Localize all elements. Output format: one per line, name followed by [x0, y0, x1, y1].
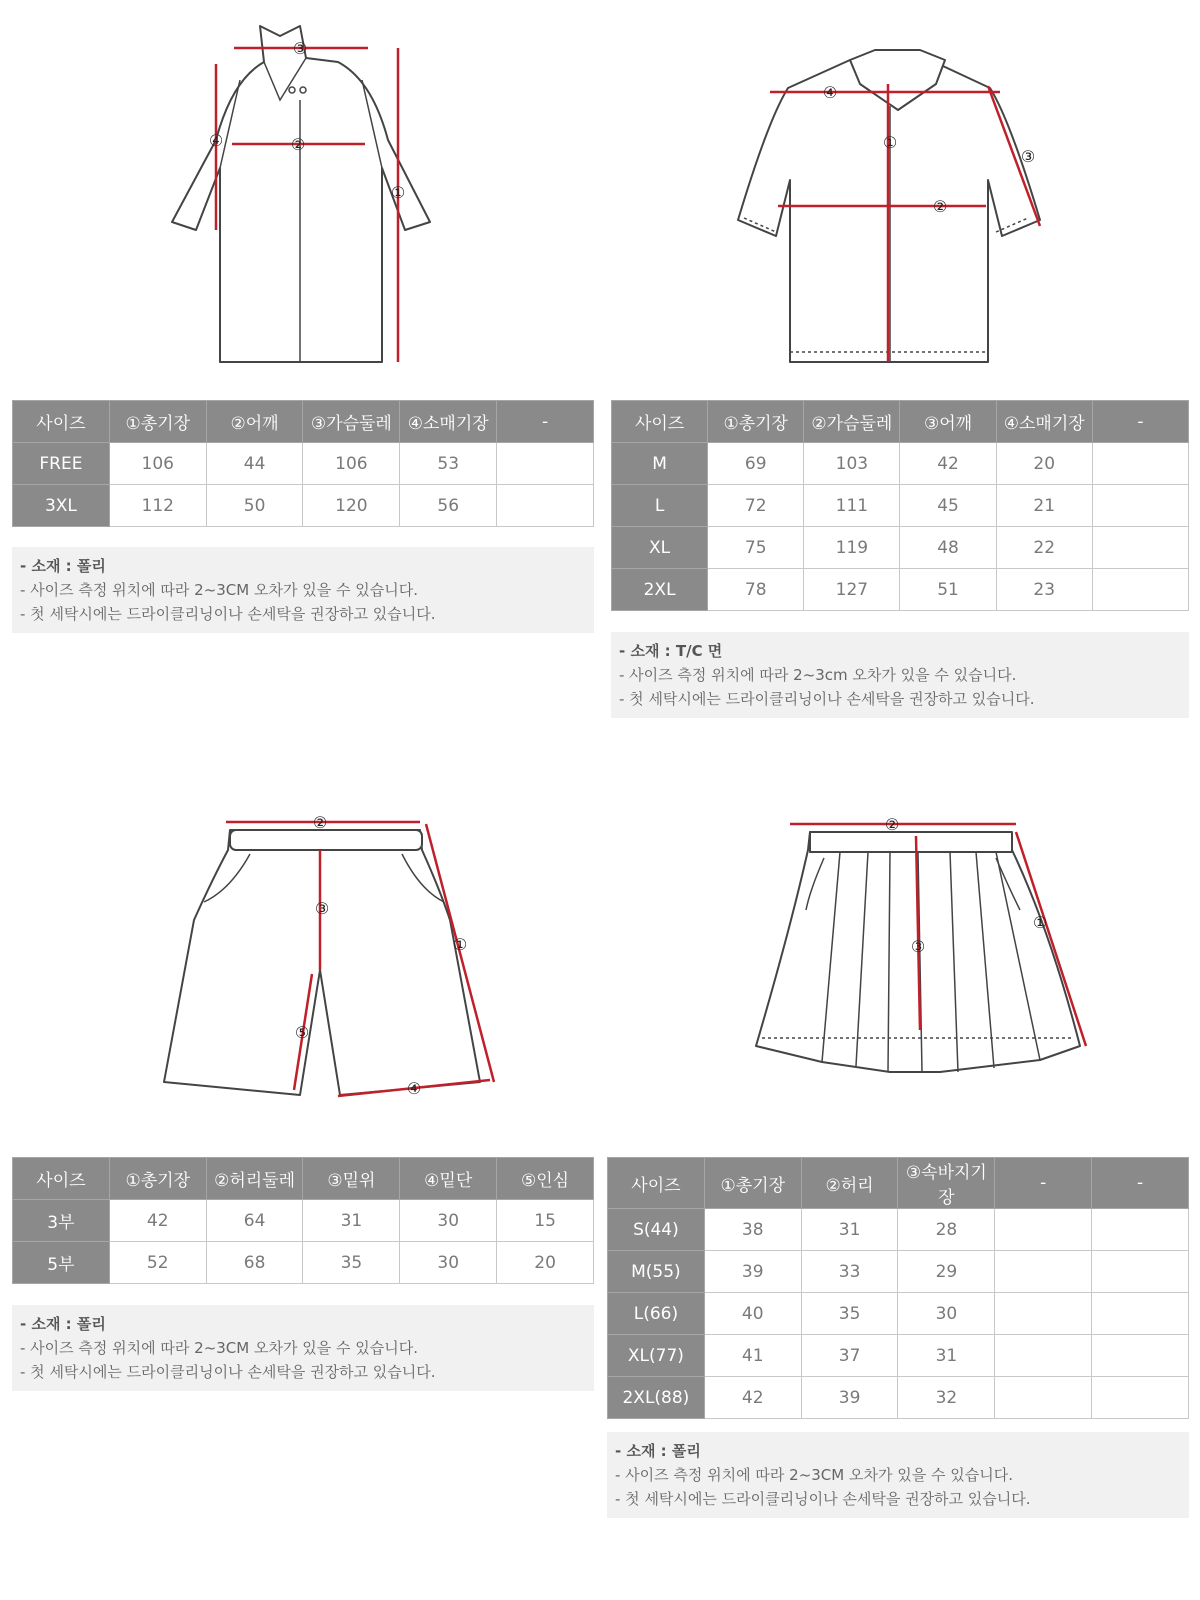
table-cell: 39 — [801, 1377, 898, 1419]
table-cell: 28 — [898, 1209, 995, 1251]
table-cell: 42 — [109, 1200, 206, 1242]
table-cell — [1092, 1377, 1189, 1419]
table-cell: 38 — [704, 1209, 801, 1251]
size-label: 2XL(88) — [608, 1377, 705, 1419]
table-row — [13, 443, 594, 485]
table-cell — [1092, 1293, 1189, 1335]
table-cell: 39 — [704, 1251, 801, 1293]
header-cell: - — [497, 401, 594, 443]
size-table-dress — [12, 400, 594, 527]
table-cell — [995, 1377, 1092, 1419]
care-notes-skirt — [607, 1432, 1189, 1518]
table-cell: 20 — [996, 443, 1092, 485]
marker-1: ① — [882, 133, 898, 152]
table-row — [608, 1293, 1189, 1335]
material-text: - 소재 : T/C 면 — [619, 642, 723, 660]
size-label: FREE — [13, 443, 110, 485]
table-cell: 111 — [804, 485, 900, 527]
note-line: - 첫 세탁시에는 드라이클리닝이나 손세탁을 권장하고 있습니다. — [20, 1363, 436, 1381]
table-cell: 32 — [898, 1377, 995, 1419]
header-cell: ②허리둘레 — [206, 1158, 303, 1200]
note-line: - 첫 세탁시에는 드라이클리닝이나 손세탁을 권장하고 있습니다. — [20, 605, 436, 623]
table-cell: 64 — [206, 1200, 303, 1242]
table-cell — [995, 1251, 1092, 1293]
header-cell: ①총기장 — [708, 401, 804, 443]
table-cell: 35 — [303, 1242, 400, 1284]
header-cell: ②가슴둘레 — [804, 401, 900, 443]
table-row — [13, 1200, 594, 1242]
marker-1: ① — [390, 183, 406, 202]
size-label: XL(77) — [608, 1335, 705, 1377]
table-header-row — [612, 401, 1189, 443]
table-header-row — [13, 401, 594, 443]
table-row — [612, 527, 1189, 569]
marker-2: ② — [312, 813, 328, 832]
table-row — [608, 1251, 1189, 1293]
note-line: - 사이즈 측정 위치에 따라 2~3CM 오차가 있을 수 있습니다. — [20, 581, 418, 599]
table-cell: 42 — [900, 443, 996, 485]
table-cell — [1092, 485, 1188, 527]
table-cell: 69 — [708, 443, 804, 485]
table-row — [612, 443, 1189, 485]
table-cell: 37 — [801, 1335, 898, 1377]
table-cell — [995, 1293, 1092, 1335]
header-cell: 사이즈 — [13, 401, 110, 443]
table-cell: 22 — [996, 527, 1092, 569]
table-cell: 40 — [704, 1293, 801, 1335]
table-cell: 31 — [801, 1209, 898, 1251]
table-cell: 44 — [206, 443, 303, 485]
table-cell: 103 — [804, 443, 900, 485]
table-row — [608, 1209, 1189, 1251]
size-label: L — [612, 485, 708, 527]
header-cell: ⑤인심 — [497, 1158, 594, 1200]
table-cell: 106 — [303, 443, 400, 485]
header-cell: ②허리 — [801, 1158, 898, 1209]
table-cell: 29 — [898, 1251, 995, 1293]
table-cell — [995, 1209, 1092, 1251]
table-cell: 21 — [996, 485, 1092, 527]
table-cell: 51 — [900, 569, 996, 611]
header-cell: - — [1092, 1158, 1189, 1209]
table-row — [13, 1242, 594, 1284]
table-row — [608, 1335, 1189, 1377]
table-cell — [1092, 1251, 1189, 1293]
marker-4: ④ — [406, 1079, 422, 1098]
table-row — [608, 1377, 1189, 1419]
size-label: 2XL — [612, 569, 708, 611]
table-cell: 53 — [400, 443, 497, 485]
table-cell — [1092, 569, 1188, 611]
marker-3: ③ — [314, 899, 330, 918]
marker-2: ② — [290, 135, 306, 154]
header-cell: ③어깨 — [900, 401, 996, 443]
size-label: S(44) — [608, 1209, 705, 1251]
table-row — [612, 485, 1189, 527]
note-line: - 사이즈 측정 위치에 따라 2~3CM 오차가 있을 수 있습니다. — [20, 1339, 418, 1357]
size-label: 5부 — [13, 1242, 110, 1284]
care-notes-dress — [12, 547, 594, 633]
table-cell: 112 — [109, 485, 206, 527]
table-cell: 72 — [708, 485, 804, 527]
table-row — [612, 569, 1189, 611]
table-cell: 106 — [109, 443, 206, 485]
size-label: 3부 — [13, 1200, 110, 1242]
size-table-shorts — [12, 1157, 594, 1284]
table-cell — [1092, 1209, 1189, 1251]
header-cell: 사이즈 — [612, 401, 708, 443]
table-cell — [497, 443, 594, 485]
marker-4: ④ — [822, 83, 838, 102]
table-cell: 33 — [801, 1251, 898, 1293]
care-notes-shirt — [611, 632, 1189, 718]
marker-5: ⑤ — [294, 1023, 310, 1042]
note-line: - 사이즈 측정 위치에 따라 2~3cm 오차가 있을 수 있습니다. — [619, 666, 1017, 684]
table-cell: 35 — [801, 1293, 898, 1335]
table-cell: 30 — [898, 1293, 995, 1335]
material-text: - 소재 : 폴리 — [20, 557, 106, 575]
table-cell — [1092, 443, 1188, 485]
table-cell: 50 — [206, 485, 303, 527]
table-cell: 20 — [497, 1242, 594, 1284]
header-cell: ③가슴둘레 — [303, 401, 400, 443]
dress-illustration — [160, 20, 450, 380]
size-label: M(55) — [608, 1251, 705, 1293]
marker-4: ④ — [208, 131, 224, 150]
table-cell: 30 — [400, 1200, 497, 1242]
table-row — [13, 485, 594, 527]
marker-2: ② — [932, 197, 948, 216]
table-cell — [497, 485, 594, 527]
header-cell: ③밑위 — [303, 1158, 400, 1200]
table-cell: 48 — [900, 527, 996, 569]
table-cell: 120 — [303, 485, 400, 527]
material-text: - 소재 : 폴리 — [615, 1442, 701, 1460]
table-header-row — [608, 1158, 1189, 1209]
table-header-row — [13, 1158, 594, 1200]
marker-2: ② — [884, 815, 900, 834]
table-cell: 31 — [303, 1200, 400, 1242]
note-line: - 사이즈 측정 위치에 따라 2~3CM 오차가 있을 수 있습니다. — [615, 1466, 1013, 1484]
header-cell: ③속바지기장 — [898, 1158, 995, 1209]
table-cell: 15 — [497, 1200, 594, 1242]
care-notes-shorts — [12, 1305, 594, 1391]
size-label: M — [612, 443, 708, 485]
size-table-shirt — [611, 400, 1189, 611]
header-cell: ④밑단 — [400, 1158, 497, 1200]
header-cell: ②어깨 — [206, 401, 303, 443]
table-cell: 127 — [804, 569, 900, 611]
table-cell: 52 — [109, 1242, 206, 1284]
table-cell — [995, 1335, 1092, 1377]
size-table-skirt — [607, 1157, 1189, 1419]
marker-1: ① — [452, 935, 468, 954]
marker-3: ③ — [292, 39, 308, 58]
size-label: 3XL — [13, 485, 110, 527]
note-line: - 첫 세탁시에는 드라이클리닝이나 손세탁을 권장하고 있습니다. — [619, 690, 1035, 708]
table-cell: 75 — [708, 527, 804, 569]
header-cell: ①총기장 — [704, 1158, 801, 1209]
table-cell: 30 — [400, 1242, 497, 1284]
size-label: XL — [612, 527, 708, 569]
shorts-illustration — [150, 810, 510, 1110]
header-cell: 사이즈 — [608, 1158, 705, 1209]
header-cell: 사이즈 — [13, 1158, 110, 1200]
header-cell: ①총기장 — [109, 401, 206, 443]
header-cell: - — [1092, 401, 1188, 443]
table-cell: 45 — [900, 485, 996, 527]
table-cell: 56 — [400, 485, 497, 527]
marker-3: ③ — [1020, 147, 1036, 166]
marker-3: ③ — [910, 937, 926, 956]
header-cell: ④소매기장 — [400, 401, 497, 443]
size-label: L(66) — [608, 1293, 705, 1335]
header-cell: - — [995, 1158, 1092, 1209]
skirt-illustration — [740, 810, 1090, 1090]
header-cell: ①총기장 — [109, 1158, 206, 1200]
table-cell: 31 — [898, 1335, 995, 1377]
table-cell: 23 — [996, 569, 1092, 611]
table-cell: 119 — [804, 527, 900, 569]
material-text: - 소재 : 폴리 — [20, 1315, 106, 1333]
shirt-illustration — [730, 40, 1070, 370]
table-cell: 41 — [704, 1335, 801, 1377]
table-cell: 78 — [708, 569, 804, 611]
header-cell: ④소매기장 — [996, 401, 1092, 443]
table-cell: 68 — [206, 1242, 303, 1284]
marker-1: ① — [1032, 913, 1048, 932]
note-line: - 첫 세탁시에는 드라이클리닝이나 손세탁을 권장하고 있습니다. — [615, 1490, 1031, 1508]
table-cell: 42 — [704, 1377, 801, 1419]
table-cell — [1092, 1335, 1189, 1377]
table-cell — [1092, 527, 1188, 569]
